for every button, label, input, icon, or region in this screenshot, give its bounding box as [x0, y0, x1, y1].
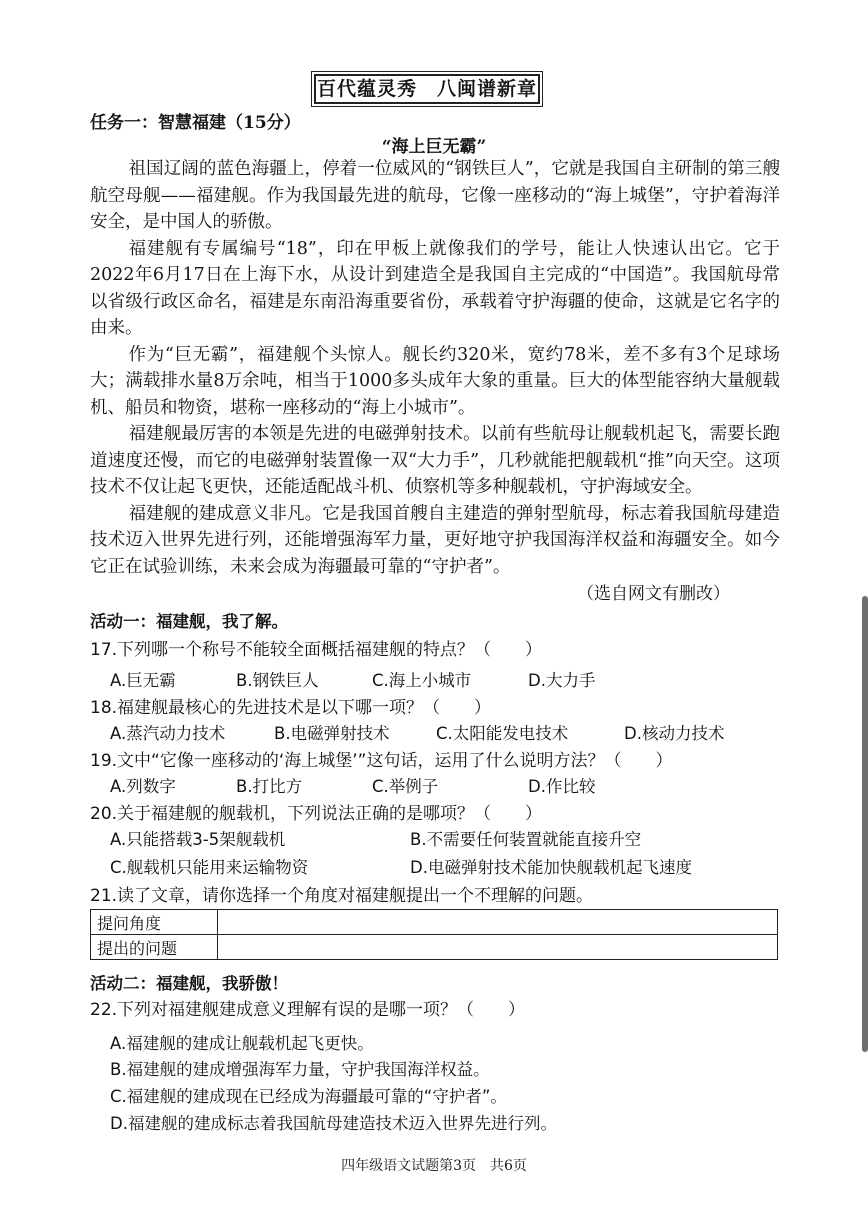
answer-table [90, 909, 778, 960]
article-title: “海上巨无霸” [381, 137, 487, 157]
question-text-label: 提出的问题 [91, 935, 218, 960]
section-banner: 百代蕴灵秀 八闽谱新章 [314, 74, 540, 104]
question-21: 21.读了文章，请你选择一个角度对福建舰提出一个不理解的问题。 [90, 886, 594, 906]
question-text-field[interactable] [218, 935, 778, 960]
q19-option-c[interactable]: C.举例子 [372, 777, 439, 796]
q17-option-a[interactable]: A.巨无霸 [110, 671, 176, 690]
q18-option-a[interactable]: A.蒸汽动力技术 [110, 724, 226, 743]
table-row [91, 935, 778, 960]
q20-option-a[interactable]: A.只能搭载3-5架舰载机 [110, 830, 286, 849]
q20-option-d[interactable]: D.电磁弹射技术能加快舰载机起飞速度 [410, 858, 692, 877]
q22-option-b[interactable]: B.福建舰的建成增强海军力量，守护我国海洋权益。 [110, 1060, 490, 1079]
q20-option-c[interactable]: C.舰载机只能用来运输物资 [110, 858, 309, 877]
activity-one-heading: 活动一：福建舰，我了解。 [90, 612, 288, 631]
article-paragraph: 福建舰的建成意义非凡。它是我国首艘自主建造的弹射型航母，标志着我国航母建造技术迈入世界先进行列，还能增强海军力量，更好地守护我国海洋权益和海疆安全。如今它正在试验训练，未来会成为海疆最可靠的“守护者”。 [90, 503, 780, 577]
article-body [90, 156, 780, 580]
q18-option-d[interactable]: D.核动力技术 [624, 724, 725, 743]
question-18: 18.福建舰最核心的先进技术是以下哪一项？（ ） [90, 698, 492, 718]
q19-option-d[interactable]: D.作比较 [528, 777, 596, 796]
q20-option-b[interactable]: B.不需要任何装置就能直接升空 [410, 830, 642, 849]
question-angle-label: 提问角度 [91, 910, 218, 935]
task-title: 任务一：智慧福建（15分） [90, 113, 301, 133]
question-22: 22.下列对福建舰建成意义理解有误的是哪一项？（ ） [90, 1000, 526, 1020]
q22-option-d[interactable]: D.福建舰的建成标志着我国航母建造技术迈入世界先进行列。 [110, 1114, 557, 1133]
question-20: 20.关于福建舰的舰载机，下列说法正确的是哪项？（ ） [90, 804, 543, 824]
q17-option-c[interactable]: C.海上小城市 [372, 671, 472, 690]
page-footer: 四年级语文试题第3页 共6页 [341, 1158, 527, 1174]
table-row [91, 910, 778, 935]
question-17: 17.下列哪一个称号不能较全面概括福建舰的特点？（ ） [90, 640, 543, 660]
q19-option-a[interactable]: A.列数字 [110, 777, 176, 796]
q22-option-c[interactable]: C.福建舰的建成现在已经成为海疆最可靠的“守护者”。 [110, 1087, 507, 1106]
scrollbar-thumb[interactable] [862, 596, 868, 1052]
activity-two-heading: 活动二：福建舰，我骄傲！ [90, 974, 288, 993]
article-paragraph: 福建舰最厉害的本领是先进的电磁弹射技术。以前有些航母让舰载机起飞，需要长跑道速度还慢，而它的电磁弹射装置像一双“大力手”，几秒就能把舰载机“推”向天空。这项技术不仅让起飞更快，还能适配战斗机、侦察机等多种舰载机，守护海域安全。 [90, 424, 780, 497]
question-angle-field[interactable] [218, 910, 778, 935]
question-19: 19.文中“它像一座移动的‘海上城堡’”这句话，运用了什么说明方法？（ ） [90, 751, 673, 771]
article-paragraph: 福建舰有专属编号“18”，印在甲板上就像我们的学号，能让人快速认出它。它于2022年6月17日在上海下水，从设计到建造全是我国自主完成的“中国造”。我国航母常以省级行政区命名，福建是东南沿海重要省份，承载着守护海疆的使命，这就是它名字的由来。 [90, 238, 780, 338]
article-source: （选自网文有删改） [577, 584, 730, 604]
article-paragraph: 祖国辽阔的蓝色海疆上，停着一位威风的“钢铁巨人”，它就是我国自主研制的第三艘航空母舰——福建舰。作为我国最先进的航母，它像一座移动的“海上城堡”，守护着海洋安全，是中国人的骄傲。 [90, 159, 780, 232]
article-paragraph: 作为“巨无霸”，福建舰个头惊人。舰长约320米，宽约78米，差不多有3个足球场大；满载排水量8万余吨，相当于1000多头成年大象的重量。巨大的体型能容纳大量舰载机、船员和物资，堪称一座移动的“海上小城市”。 [90, 344, 780, 418]
q17-option-d[interactable]: D.大力手 [528, 671, 596, 690]
q22-option-a[interactable]: A.福建舰的建成让舰载机起飞更快。 [110, 1034, 374, 1053]
q19-option-b[interactable]: B.打比方 [236, 777, 303, 796]
q18-option-b[interactable]: B.电磁弹射技术 [274, 724, 390, 743]
q17-option-b[interactable]: B.钢铁巨人 [236, 671, 319, 690]
q18-option-c[interactable]: C.太阳能发电技术 [436, 724, 569, 743]
